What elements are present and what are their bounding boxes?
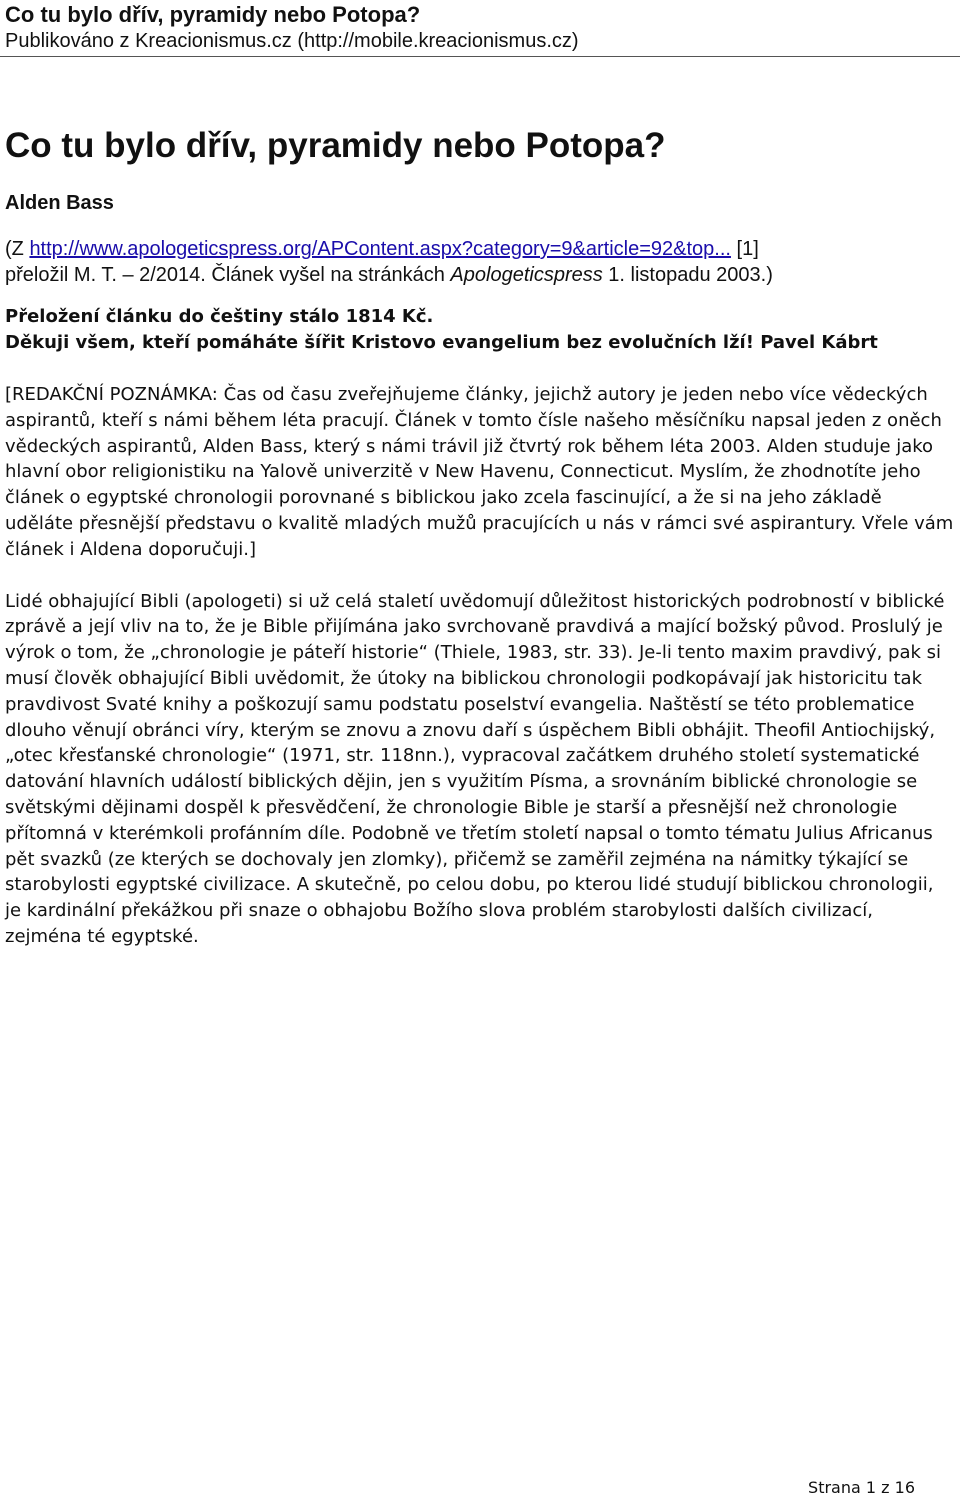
translation-thanks [5,304,955,356]
source-date: 1. listopadu 2003.) [602,264,773,286]
source-site: Apologeticspress [450,264,603,286]
source-translator: přeložil M. T. – 2/2014. Článek vyšel na stránkách [5,264,451,286]
source-prefix: (Z [5,238,30,260]
article-title: Co tu bylo dřív, pyramidy nebo Potopa? [5,126,666,165]
article-author: Alden Bass [5,192,114,214]
source-note [5,236,955,288]
page-number: Strana 1 z 16 [808,1478,915,1497]
source-ref: [1] [730,238,759,260]
header-subtitle: Publikováno z Kreacionismus.cz (http://mobile.kreacionismus.cz) [5,30,579,52]
page-header [5,0,955,54]
body-paragraph: Lidé obhajující Bibli (apologeti) si už celá staletí uvědomují důležitost historických podrobností v biblické zprávě a její vliv na to, že je Bible přijímána jako svrchovaně pravdivá a mající božský původ. Proslulý je výrok o tom, že „chronologie je páteří historie“ (Thiele, 1983, str. 33). Je-li tento maxim pravdivý, pak si musí člověk obhajující Bibli uvědomit, že útoky na biblickou chronologii podkopávají jak historicitu tak pravdivost Svaté knihy a poškozují samu podstatu poselství evangelia. Naštěstí se této problematice dlouho věnují obránci víry, kterým se znovu a znovu daří s úspěchem Bibli obhájit. Theofil Antiochijský, „otec křesťanské chronologie“ (1971, str. 118nn.), vypracoval začátkem druhého století systematické datování hlavních událostí biblických dějin, jen s využitím Písma, a srovnáním biblické chronologie se světskými dějinami dospěl k přesvědčení, že chronologie Bible je starší a přesnější než chronologie přítomná v kterémkoli profánním díle. Podobně ve třetím století napsal o tomto tématu Julius Africanus pět svazků (ze kterých se dochovaly jen zlomky), přičemž se zaměřil zejména na námitky týkající se starobylosti egyptské civilizace. A skutečně, po celou dobu, po kterou lidé studují biblickou chronologii, je kardinální překážkou při snaze o obhajobu Božího slova problém starobylosti dalších civilizací, zejména té egyptské. [5,590,945,947]
thanks-message: Děkuji všem, kteří pomáháte šířit Kristovo evangelium bez evolučních lží! Pavel Kábrt [5,332,878,353]
source-link[interactable]: http://www.apologeticspress.org/APContent.aspx?category=9&article=92&top... [29,238,731,260]
editor-note: [REDAKČNÍ POZNÁMKA: Čas od času zveřejňujeme články, jejichž autory je jeden nebo více vědeckých aspirantů, kteří s námi během léta pracují. Článek v tomto čísle našeho měsíčníku napsal jeden z oněch vědeckých aspirantů, Alden Bass, který s námi trávil již čtvrtý rok během léta 2003. Alden studuje jako hlavní obor religionistiku na Yalově univerzitě v New Havenu, Connecticut. Myslím, že zhodnotíte jeho článek o egyptské chronologii porovnané s biblickou jako zcela fascinující, a že si na jeho základě uděláte přesnější představu o kvalitě mladých mužů pracujících u nás v rámci své aspirantury. Vřele vám článek i Aldena doporučuji.] [5,384,954,560]
translation-cost: Přeložení článku do češtiny stálo 1814 Kč. [5,306,434,327]
article [5,124,955,950]
header-divider [0,56,960,57]
header-title: Co tu bylo dřív, pyramidy nebo Potopa? [5,2,421,27]
